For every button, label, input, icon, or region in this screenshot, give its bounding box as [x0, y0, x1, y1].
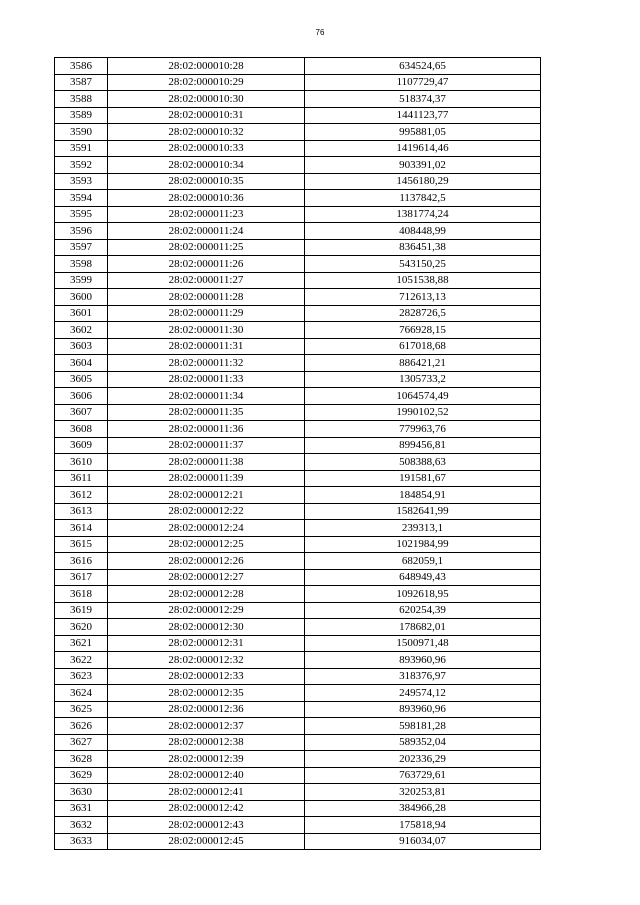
table-row: [55, 701, 541, 718]
table-row: [55, 322, 541, 339]
cadastral-number-cell: 28:02:000011:38: [108, 454, 305, 471]
row-number-cell: 3593: [55, 173, 108, 190]
table-row: [55, 404, 541, 421]
row-number-cell: 3586: [55, 58, 108, 75]
table-row: [55, 619, 541, 636]
row-number-cell: 3622: [55, 652, 108, 669]
cadastral-number-cell: 28:02:000010:29: [108, 74, 305, 91]
row-number-cell: 3625: [55, 701, 108, 718]
cadastral-value-cell: 184854,91: [305, 487, 541, 504]
cadastral-value-cell: 589352,04: [305, 734, 541, 751]
cadastral-number-cell: 28:02:000011:31: [108, 338, 305, 355]
cadastral-number-cell: 28:02:000011:36: [108, 421, 305, 438]
table-row: [55, 58, 541, 75]
cadastral-value-cell: 239313,1: [305, 520, 541, 537]
row-number-cell: 3611: [55, 470, 108, 487]
table-row: [55, 470, 541, 487]
table-row: [55, 272, 541, 289]
row-number-cell: 3621: [55, 635, 108, 652]
table-row: [55, 652, 541, 669]
table-row: [55, 140, 541, 157]
cadastral-value-cell: 384966,28: [305, 800, 541, 817]
table-row: [55, 157, 541, 174]
cadastral-value-cell: 682059,1: [305, 553, 541, 570]
cadastral-value-cell: 1051538,88: [305, 272, 541, 289]
cadastral-number-cell: 28:02:000011:28: [108, 289, 305, 306]
row-number-cell: 3624: [55, 685, 108, 702]
cadastral-number-cell: 28:02:000011:27: [108, 272, 305, 289]
row-number-cell: 3612: [55, 487, 108, 504]
cadastral-value-cell: 1305733,2: [305, 371, 541, 388]
row-number-cell: 3633: [55, 833, 108, 850]
cadastral-number-cell: 28:02:000012:42: [108, 800, 305, 817]
cadastral-number-cell: 28:02:000010:30: [108, 91, 305, 108]
cadastral-value-cell: 318376,97: [305, 668, 541, 685]
cadastral-number-cell: 28:02:000012:45: [108, 833, 305, 850]
cadastral-number-cell: 28:02:000012:40: [108, 767, 305, 784]
table-row: [55, 190, 541, 207]
cadastral-number-cell: 28:02:000012:30: [108, 619, 305, 636]
table-row: [55, 800, 541, 817]
table-row: [55, 569, 541, 586]
table-row: [55, 338, 541, 355]
row-number-cell: 3616: [55, 553, 108, 570]
cadastral-value-table: [54, 57, 541, 850]
cadastral-number-cell: 28:02:000011:23: [108, 206, 305, 223]
row-number-cell: 3617: [55, 569, 108, 586]
cadastral-number-cell: 28:02:000012:26: [108, 553, 305, 570]
cadastral-value-cell: 766928,15: [305, 322, 541, 339]
cadastral-value-cell: 893960,96: [305, 652, 541, 669]
cadastral-number-cell: 28:02:000011:34: [108, 388, 305, 405]
row-number-cell: 3607: [55, 404, 108, 421]
cadastral-number-cell: 28:02:000011:25: [108, 239, 305, 256]
table-row: [55, 256, 541, 273]
cadastral-number-cell: 28:02:000012:21: [108, 487, 305, 504]
table-row: [55, 833, 541, 850]
cadastral-number-cell: 28:02:000011:39: [108, 470, 305, 487]
cadastral-value-cell: 175818,94: [305, 817, 541, 834]
table-row: [55, 388, 541, 405]
cadastral-number-cell: 28:02:000010:36: [108, 190, 305, 207]
row-number-cell: 3599: [55, 272, 108, 289]
cadastral-value-cell: 617018,68: [305, 338, 541, 355]
cadastral-value-cell: 1582641,99: [305, 503, 541, 520]
cadastral-value-cell: 508388,63: [305, 454, 541, 471]
cadastral-value-cell: 903391,02: [305, 157, 541, 174]
cadastral-value-cell: 2828726,5: [305, 305, 541, 322]
cadastral-value-cell: 191581,67: [305, 470, 541, 487]
table-row: [55, 767, 541, 784]
table-row: [55, 602, 541, 619]
cadastral-value-cell: 518374,37: [305, 91, 541, 108]
table-row: [55, 536, 541, 553]
row-number-cell: 3590: [55, 124, 108, 141]
cadastral-value-cell: 893960,96: [305, 701, 541, 718]
table-row: [55, 784, 541, 801]
cadastral-value-cell: 249574,12: [305, 685, 541, 702]
row-number-cell: 3608: [55, 421, 108, 438]
cadastral-number-cell: 28:02:000012:31: [108, 635, 305, 652]
cadastral-number-cell: 28:02:000010:33: [108, 140, 305, 157]
cadastral-value-cell: 916034,07: [305, 833, 541, 850]
cadastral-value-cell: 408448,99: [305, 223, 541, 240]
row-number-cell: 3623: [55, 668, 108, 685]
table-row: [55, 635, 541, 652]
cadastral-value-cell: 1107729,47: [305, 74, 541, 91]
cadastral-number-cell: 28:02:000012:43: [108, 817, 305, 834]
row-number-cell: 3604: [55, 355, 108, 372]
cadastral-number-cell: 28:02:000011:37: [108, 437, 305, 454]
table-row: [55, 487, 541, 504]
row-number-cell: 3603: [55, 338, 108, 355]
cadastral-value-cell: 1990102,52: [305, 404, 541, 421]
cadastral-number-cell: 28:02:000010:35: [108, 173, 305, 190]
cadastral-value-cell: 1064574,49: [305, 388, 541, 405]
row-number-cell: 3628: [55, 751, 108, 768]
cadastral-value-cell: 899456,81: [305, 437, 541, 454]
table-body: [55, 58, 541, 850]
table-row: [55, 421, 541, 438]
table-row: [55, 206, 541, 223]
table-row: [55, 91, 541, 108]
cadastral-number-cell: 28:02:000012:28: [108, 586, 305, 603]
cadastral-value-cell: 1021984,99: [305, 536, 541, 553]
cadastral-number-cell: 28:02:000012:39: [108, 751, 305, 768]
cadastral-number-cell: 28:02:000010:34: [108, 157, 305, 174]
cadastral-value-cell: 178682,01: [305, 619, 541, 636]
row-number-cell: 3588: [55, 91, 108, 108]
cadastral-number-cell: 28:02:000012:38: [108, 734, 305, 751]
table-row: [55, 239, 541, 256]
row-number-cell: 3632: [55, 817, 108, 834]
cadastral-value-cell: 598181,28: [305, 718, 541, 735]
table-row: [55, 685, 541, 702]
cadastral-number-cell: 28:02:000012:37: [108, 718, 305, 735]
cadastral-number-cell: 28:02:000010:31: [108, 107, 305, 124]
row-number-cell: 3626: [55, 718, 108, 735]
cadastral-number-cell: 28:02:000011:32: [108, 355, 305, 372]
table-row: [55, 734, 541, 751]
cadastral-value-cell: 995881,05: [305, 124, 541, 141]
cadastral-value-cell: 543150,25: [305, 256, 541, 273]
cadastral-number-cell: 28:02:000011:26: [108, 256, 305, 273]
cadastral-number-cell: 28:02:000012:36: [108, 701, 305, 718]
row-number-cell: 3595: [55, 206, 108, 223]
row-number-cell: 3601: [55, 305, 108, 322]
cadastral-value-cell: 1092618,95: [305, 586, 541, 603]
row-number-cell: 3596: [55, 223, 108, 240]
row-number-cell: 3587: [55, 74, 108, 91]
cadastral-number-cell: 28:02:000011:33: [108, 371, 305, 388]
row-number-cell: 3606: [55, 388, 108, 405]
table-row: [55, 520, 541, 537]
cadastral-number-cell: 28:02:000012:33: [108, 668, 305, 685]
cadastral-value-cell: 712613,13: [305, 289, 541, 306]
cadastral-number-cell: 28:02:000012:32: [108, 652, 305, 669]
table-row: [55, 437, 541, 454]
cadastral-value-cell: 763729,61: [305, 767, 541, 784]
table-row: [55, 371, 541, 388]
cadastral-number-cell: 28:02:000011:30: [108, 322, 305, 339]
cadastral-number-cell: 28:02:000011:24: [108, 223, 305, 240]
row-number-cell: 3597: [55, 239, 108, 256]
table-row: [55, 355, 541, 372]
table-row: [55, 817, 541, 834]
cadastral-number-cell: 28:02:000012:41: [108, 784, 305, 801]
cadastral-value-cell: 1137842,5: [305, 190, 541, 207]
table-row: [55, 289, 541, 306]
cadastral-number-cell: 28:02:000010:32: [108, 124, 305, 141]
row-number-cell: 3610: [55, 454, 108, 471]
cadastral-number-cell: 28:02:000011:35: [108, 404, 305, 421]
row-number-cell: 3631: [55, 800, 108, 817]
table-row: [55, 553, 541, 570]
table-row: [55, 223, 541, 240]
table-row: [55, 107, 541, 124]
table-row: [55, 173, 541, 190]
cadastral-number-cell: 28:02:000012:24: [108, 520, 305, 537]
cadastral-number-cell: 28:02:000012:29: [108, 602, 305, 619]
row-number-cell: 3589: [55, 107, 108, 124]
row-number-cell: 3627: [55, 734, 108, 751]
row-number-cell: 3630: [55, 784, 108, 801]
cadastral-value-cell: 634524,65: [305, 58, 541, 75]
cadastral-value-cell: 620254,39: [305, 602, 541, 619]
table-row: [55, 74, 541, 91]
cadastral-value-cell: 1419614,46: [305, 140, 541, 157]
cadastral-value-cell: 836451,38: [305, 239, 541, 256]
table-row: [55, 668, 541, 685]
row-number-cell: 3629: [55, 767, 108, 784]
cadastral-number-cell: 28:02:000012:25: [108, 536, 305, 553]
table-row: [55, 718, 541, 735]
row-number-cell: 3615: [55, 536, 108, 553]
cadastral-value-cell: 648949,43: [305, 569, 541, 586]
row-number-cell: 3619: [55, 602, 108, 619]
cadastral-value-cell: 1441123,77: [305, 107, 541, 124]
row-number-cell: 3618: [55, 586, 108, 603]
cadastral-number-cell: 28:02:000012:35: [108, 685, 305, 702]
row-number-cell: 3592: [55, 157, 108, 174]
row-number-cell: 3600: [55, 289, 108, 306]
row-number-cell: 3602: [55, 322, 108, 339]
cadastral-number-cell: 28:02:000012:27: [108, 569, 305, 586]
row-number-cell: 3594: [55, 190, 108, 207]
table-row: [55, 503, 541, 520]
row-number-cell: 3591: [55, 140, 108, 157]
cadastral-number-cell: 28:02:000010:28: [108, 58, 305, 75]
table-row: [55, 586, 541, 603]
cadastral-value-cell: 1500971,48: [305, 635, 541, 652]
cadastral-value-cell: 779963,76: [305, 421, 541, 438]
cadastral-number-cell: 28:02:000011:29: [108, 305, 305, 322]
row-number-cell: 3614: [55, 520, 108, 537]
cadastral-value-cell: 886421,21: [305, 355, 541, 372]
cadastral-value-cell: 1456180,29: [305, 173, 541, 190]
cadastral-number-cell: 28:02:000012:22: [108, 503, 305, 520]
page-number: 76: [315, 28, 325, 37]
row-number-cell: 3613: [55, 503, 108, 520]
table-row: [55, 124, 541, 141]
cadastral-value-cell: 202336,29: [305, 751, 541, 768]
row-number-cell: 3620: [55, 619, 108, 636]
row-number-cell: 3609: [55, 437, 108, 454]
row-number-cell: 3605: [55, 371, 108, 388]
table-row: [55, 751, 541, 768]
cadastral-value-cell: 1381774,24: [305, 206, 541, 223]
row-number-cell: 3598: [55, 256, 108, 273]
table-row: [55, 305, 541, 322]
table-row: [55, 454, 541, 471]
cadastral-value-cell: 320253,81: [305, 784, 541, 801]
